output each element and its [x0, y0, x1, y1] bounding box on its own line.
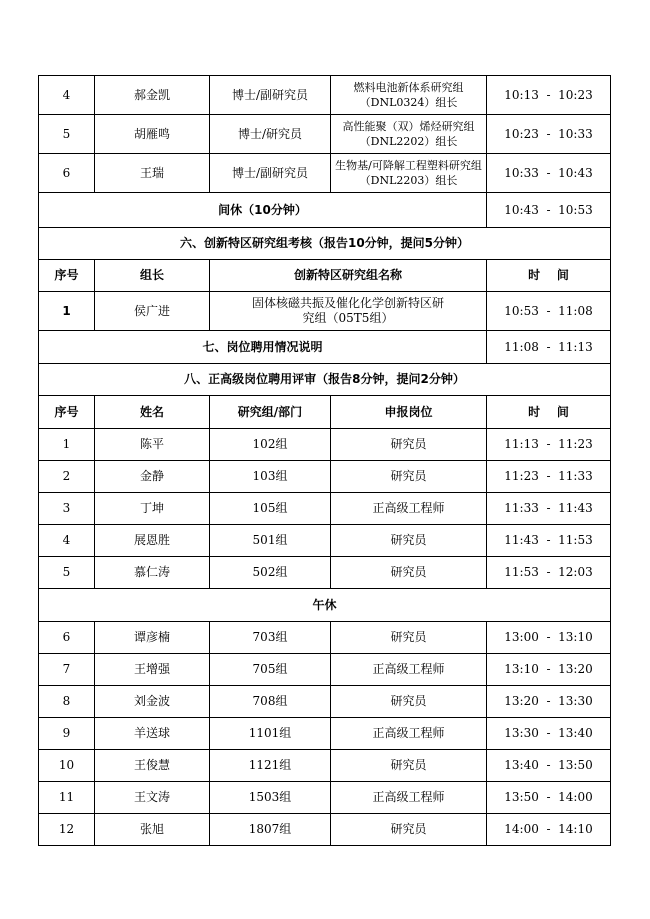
table-row [39, 750, 611, 782]
table-row [39, 525, 611, 557]
person-name: 张旭 [95, 814, 210, 846]
table-row [39, 292, 611, 331]
time-slot: 13:00 - 13:10 [487, 622, 611, 654]
table-row [39, 493, 611, 525]
person-title: 博士/副研究员 [210, 76, 331, 115]
row-number: 8 [39, 686, 95, 718]
header-number: 序号 [39, 260, 95, 292]
post-name: 研究员 [331, 525, 487, 557]
time-slot: 13:50 - 14:00 [487, 782, 611, 814]
post-name: 正高级工程师 [331, 493, 487, 525]
header-time: 时 间 [487, 396, 611, 429]
table-row [39, 654, 611, 686]
row-number: 12 [39, 814, 95, 846]
header-group: 创新特区研究组名称 [210, 260, 487, 292]
row-number: 5 [39, 115, 95, 154]
table-row [39, 429, 611, 461]
dept-name: 502组 [210, 557, 331, 589]
post-name: 研究员 [331, 814, 487, 846]
person-name: 慕仁涛 [95, 557, 210, 589]
dept-name: 1807组 [210, 814, 331, 846]
person-name: 羊送球 [95, 718, 210, 750]
dept-name: 501组 [210, 525, 331, 557]
row-number: 11 [39, 782, 95, 814]
leader-name: 侯广进 [95, 292, 210, 331]
person-name: 展恩胜 [95, 525, 210, 557]
person-name: 王增强 [95, 654, 210, 686]
post-name: 研究员 [331, 461, 487, 493]
header-row [39, 396, 611, 429]
time-slot: 13:20 - 13:30 [487, 686, 611, 718]
group-name: 燃料电池新体系研究组（DNL0324）组长 [331, 76, 487, 115]
dept-name: 708组 [210, 686, 331, 718]
time-slot: 10:53 - 11:08 [487, 292, 611, 331]
post-name: 研究员 [331, 622, 487, 654]
section-heading-row [39, 364, 611, 396]
time-slot: 13:10 - 13:20 [487, 654, 611, 686]
time-slot: 11:23 - 11:33 [487, 461, 611, 493]
post-name: 正高级工程师 [331, 654, 487, 686]
section-heading-row [39, 331, 611, 364]
person-name: 谭彦楠 [95, 622, 210, 654]
time-slot: 13:40 - 13:50 [487, 750, 611, 782]
section-8-title: 八、正高级岗位聘用评审（报告8分钟，提问2分钟） [39, 364, 611, 396]
time-slot: 11:08 - 11:13 [487, 331, 611, 364]
dept-name: 703组 [210, 622, 331, 654]
section-6-title: 六、创新特区研究组考核（报告10分钟，提问5分钟） [39, 228, 611, 260]
dept-name: 1121组 [210, 750, 331, 782]
row-number: 2 [39, 461, 95, 493]
dept-name: 1503组 [210, 782, 331, 814]
header-time: 时 间 [487, 260, 611, 292]
dept-name: 1101组 [210, 718, 331, 750]
section-7-title: 七、岗位聘用情况说明 [39, 331, 487, 364]
header-post: 申报岗位 [331, 396, 487, 429]
post-name: 研究员 [331, 429, 487, 461]
time-slot: 11:43 - 11:53 [487, 525, 611, 557]
post-name: 研究员 [331, 750, 487, 782]
dept-name: 103组 [210, 461, 331, 493]
table-row [39, 622, 611, 654]
time-slot: 10:23 - 10:33 [487, 115, 611, 154]
break-label: 间休（10分钟） [39, 193, 487, 228]
break-row [39, 193, 611, 228]
row-number: 1 [39, 429, 95, 461]
time-slot: 10:33 - 10:43 [487, 154, 611, 193]
person-name: 丁坤 [95, 493, 210, 525]
post-name: 正高级工程师 [331, 782, 487, 814]
row-number: 10 [39, 750, 95, 782]
person-name: 王文涛 [95, 782, 210, 814]
table-row [39, 782, 611, 814]
header-leader: 组长 [95, 260, 210, 292]
row-number: 9 [39, 718, 95, 750]
person-title: 博士/研究员 [210, 115, 331, 154]
row-number: 4 [39, 525, 95, 557]
row-number: 5 [39, 557, 95, 589]
post-name: 研究员 [331, 557, 487, 589]
row-number: 4 [39, 76, 95, 115]
group-name: 生物基/可降解工程塑料研究组（DNL2203）组长 [331, 154, 487, 193]
group-name: 高性能聚（双）烯烃研究组（DNL2202）组长 [331, 115, 487, 154]
lunch-label: 午休 [39, 589, 611, 622]
table-row [39, 461, 611, 493]
group-name: 固体核磁共振及催化化学创新特区研究组（05T5组） [210, 292, 487, 331]
table-row [39, 557, 611, 589]
time-slot: 10:43 - 10:53 [487, 193, 611, 228]
person-name: 胡雁鸣 [95, 115, 210, 154]
header-row [39, 260, 611, 292]
person-name: 刘金波 [95, 686, 210, 718]
time-slot: 11:33 - 11:43 [487, 493, 611, 525]
post-name: 研究员 [331, 686, 487, 718]
time-slot: 11:13 - 11:23 [487, 429, 611, 461]
person-title: 博士/副研究员 [210, 154, 331, 193]
row-number: 6 [39, 154, 95, 193]
dept-name: 705组 [210, 654, 331, 686]
person-name: 金静 [95, 461, 210, 493]
row-number: 7 [39, 654, 95, 686]
table-row [39, 814, 611, 846]
table-row [39, 76, 611, 115]
time-slot: 10:13 - 10:23 [487, 76, 611, 115]
row-number: 1 [39, 292, 95, 331]
time-slot: 13:30 - 13:40 [487, 718, 611, 750]
time-slot: 11:53 - 12:03 [487, 557, 611, 589]
section-heading-row [39, 228, 611, 260]
header-dept: 研究组/部门 [210, 396, 331, 429]
person-name: 陈平 [95, 429, 210, 461]
dept-name: 102组 [210, 429, 331, 461]
person-name: 王瑞 [95, 154, 210, 193]
table-row [39, 718, 611, 750]
dept-name: 105组 [210, 493, 331, 525]
time-slot: 14:00 - 14:10 [487, 814, 611, 846]
schedule-table [38, 75, 611, 846]
person-name: 郝金凯 [95, 76, 210, 115]
lunch-row [39, 589, 611, 622]
header-number: 序号 [39, 396, 95, 429]
table-row [39, 115, 611, 154]
row-number: 3 [39, 493, 95, 525]
table-row [39, 686, 611, 718]
row-number: 6 [39, 622, 95, 654]
header-name: 姓名 [95, 396, 210, 429]
person-name: 王俊慧 [95, 750, 210, 782]
table-row [39, 154, 611, 193]
post-name: 正高级工程师 [331, 718, 487, 750]
